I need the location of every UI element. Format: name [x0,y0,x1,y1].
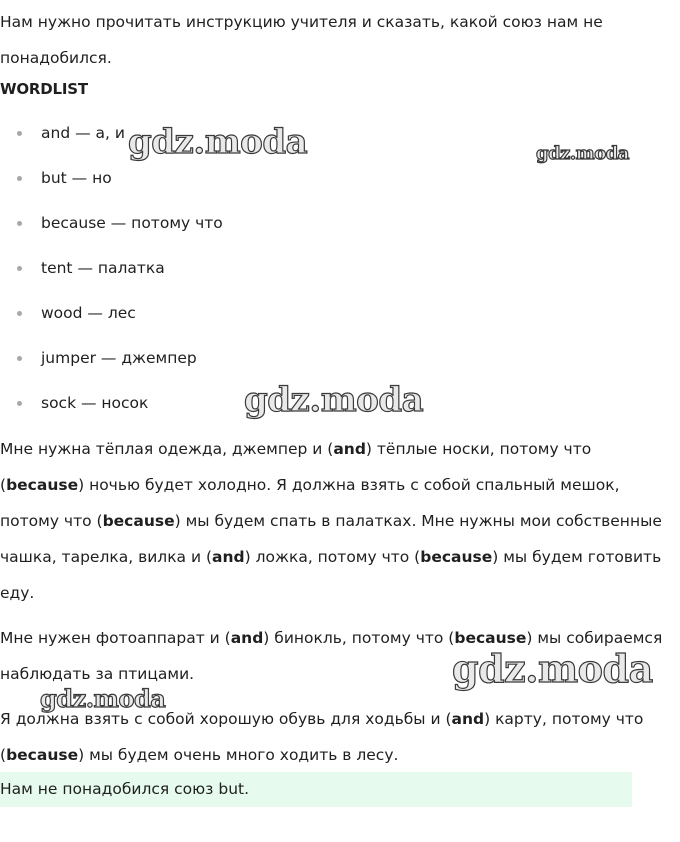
paragraph-warm-clothes: Мне нужна тёплая одежда, джемпер и (and) тёплые носки, потому что (because) ночью будет холодно. Я должна взять с собой спальный мешок, потому что (because) мы будем спать в палатках. Мне нужны мои собственные чашка, тарелка, вилка и (and) ложка, потому что (because) мы будем готовить еду. [0,440,662,602]
list-item [0,302,223,347]
bullet-icon [17,131,22,136]
paragraph-camera: Мне нужен фотоаппарат и (and) бинокль, потому что (because) мы собираемся наблюдать за птицами. [0,629,663,683]
list-item [0,347,223,392]
watermark-logo: gdz.moda [536,143,629,164]
wordlist-entry: but — но [41,169,112,187]
bullet-icon [17,221,22,226]
wordlist [0,122,223,437]
watermark-logo: gdz.moda [40,684,166,713]
wordlist-heading: WORDLIST [0,80,88,98]
wordlist-entry: jumper — джемпер [41,349,197,367]
intro-text: Нам нужно прочитать инструкцию учителя и сказать, какой союз нам не понадобился. [0,13,603,67]
wordlist-entry: sock — носок [41,394,149,412]
list-item [0,212,223,257]
watermark-logo: gdz.moda [452,646,653,691]
bullet-icon [17,401,22,406]
bullet-icon [17,311,22,316]
watermark-logo: gdz.moda [128,122,308,162]
wordlist-entry: because — потому что [41,214,223,232]
answer-highlight: Нам не понадобился союз but. [0,772,632,807]
paragraph-shoes: Я должна взять с собой хорошую обувь для ходьбы и (and) карту, потому что (because) мы будем очень много ходить в лесу. [0,710,644,764]
bullet-icon [17,266,22,271]
watermark-logo: gdz.moda [244,380,424,420]
bullet-icon [17,356,22,361]
wordlist-entry: tent — палатка [41,259,165,277]
bullet-icon [17,176,22,181]
list-item [0,167,223,212]
list-item [0,257,223,302]
wordlist-entry: and — а, и [41,124,125,142]
wordlist-entry: wood — лес [41,304,136,322]
